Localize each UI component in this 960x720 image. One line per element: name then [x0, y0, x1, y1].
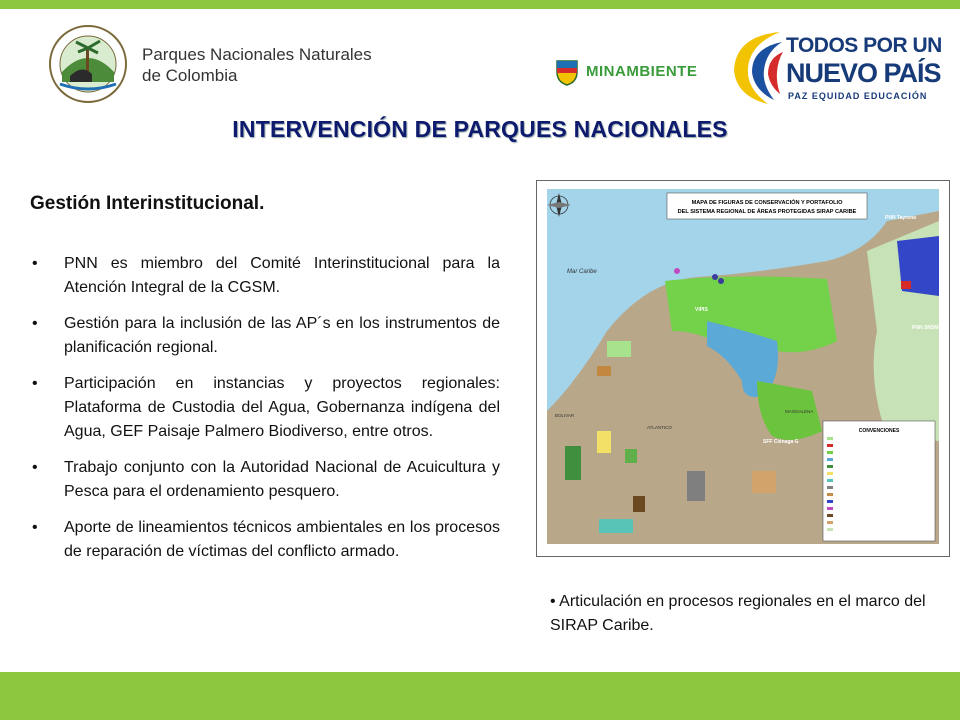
bullet-marker: • — [32, 375, 38, 392]
bolivar-label: BOLIVAR — [555, 413, 575, 418]
top-accent-bar — [0, 0, 960, 9]
map-title-box — [667, 193, 867, 219]
sff-label: SFF Ciénaga G — [763, 439, 799, 445]
bullet-item — [32, 252, 500, 300]
map-title-line1: MAPA DE FIGURAS DE CONSERVACIÓN Y PORTAFOLIO — [691, 200, 843, 206]
tayrona-label: PNN Tayrona — [885, 215, 917, 221]
bullet-marker: • — [32, 459, 38, 476]
map-legend-title: CONVENCIONES — [858, 428, 900, 434]
bottom-accent-bar — [0, 672, 960, 720]
vipis-label: VIPIS — [695, 307, 708, 313]
bullet-item — [32, 372, 500, 444]
snsm-label: PNN SNSM — [912, 325, 939, 331]
map-caption: • Articulación en procesos regionales en el marco del SIRAP Caribe. — [550, 593, 926, 634]
map-title-line2: DEL SISTEMA REGIONAL DE ÁREAS PROTEGIDAS SIRAP CARIBE — [677, 209, 857, 215]
bullet-item — [32, 516, 500, 564]
bullet-marker: • — [32, 255, 38, 272]
map-legend — [823, 421, 935, 541]
bullet-marker: • — [32, 519, 38, 536]
bullet-item — [32, 456, 500, 504]
todos-line3: PAZ EQUIDAD EDUCACIÓN — [788, 91, 928, 101]
bullet-text: Aporte de lineamientos técnicos ambientales en los procesos de reparación de víctimas del conflicto armado. — [64, 519, 500, 560]
section-subtitle: Gestión Interinstitucional. — [30, 193, 265, 214]
pnn-name-line1: Parques Nacionales Naturales — [142, 45, 372, 64]
pnn-seal-logo — [48, 24, 128, 104]
minambiente-logo — [544, 52, 709, 92]
sea-label: Mar Caribe — [567, 269, 597, 275]
bullet-item — [32, 312, 500, 360]
bullet-text: Trabajo conjunto con la Autoridad Nacional de Acuicultura y Pesca para el ordenamiento pesquero. — [64, 459, 500, 500]
bullet-marker: • — [32, 315, 38, 332]
bullet-text: Participación en instancias y proyectos regionales: Plataforma de Custodia del Agua, Gobernanza indígena del Agua, GEF Paisaje Palmero Biodiverso, entre otros. — [64, 375, 500, 440]
bullet-text: PNN es miembro del Comité Interinstitucional para la Atención Integral de la CGSM. — [64, 255, 500, 296]
bullet-text: Gestión para la inclusión de las AP´s en los instrumentos de planificación regional. — [64, 315, 500, 356]
todos-line2: NUEVO PAÍS — [786, 58, 941, 88]
todos-line1: TODOS POR UN — [786, 34, 942, 57]
pnn-name — [142, 44, 372, 86]
colombia-shield-icon — [554, 58, 580, 86]
todos-por-un-nuevo-pais-logo — [728, 22, 942, 112]
sirap-caribe-map — [536, 180, 950, 557]
bullet-list — [32, 252, 500, 576]
flag-swoosh-icon — [728, 26, 786, 106]
pnn-name-line2: de Colombia — [142, 66, 238, 85]
minambiente-text: MINAMBIENTE — [586, 63, 698, 80]
slide-title: INTERVENCIÓN DE PARQUES NACIONALES — [232, 116, 728, 142]
atlantico-label: ATLANTICO — [647, 425, 672, 430]
magdalena-label: MAGDALENA — [785, 409, 814, 414]
